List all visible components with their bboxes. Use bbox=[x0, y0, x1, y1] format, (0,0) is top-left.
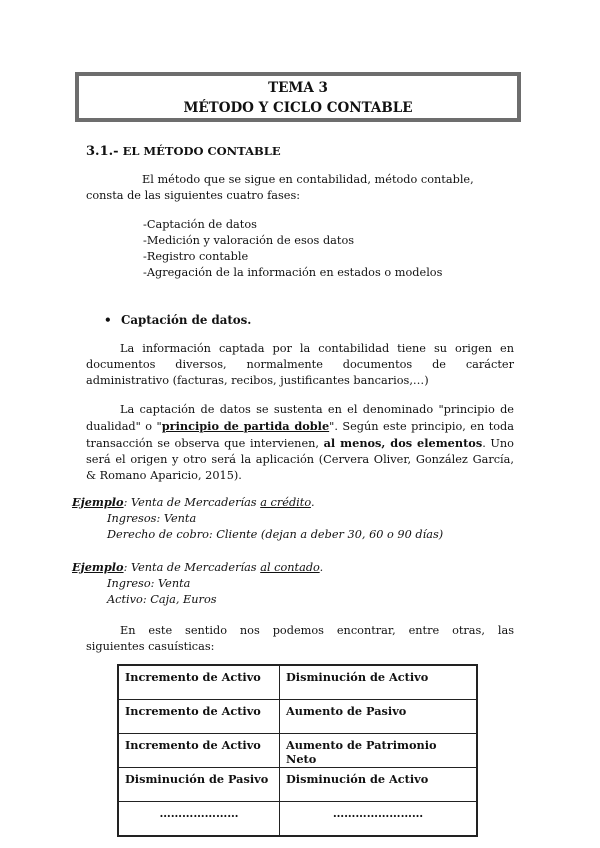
example-cash: al contado bbox=[260, 561, 320, 574]
subsection-title: Captación de datos. bbox=[121, 313, 252, 327]
para2-line-4: será el origen y otro será la aplicación (Cervera Oliver, González García, bbox=[86, 453, 514, 466]
example-2-line: Ingreso: Venta bbox=[107, 577, 191, 590]
example-text: : Venta de Mercaderías bbox=[123, 561, 261, 574]
para1-line-2: documentos diversos, normalmente documentos de carácter bbox=[86, 358, 514, 371]
section-heading bbox=[86, 144, 281, 159]
example-1-line: Derecho de cobro: Cliente (dejan a deber 30, 60 o 90 días) bbox=[107, 528, 444, 541]
para2-text: transacción se observa que intervienen, bbox=[86, 437, 324, 450]
para1-line-3: administrativo (facturas, recibos, justificantes bancarios,…) bbox=[86, 374, 429, 387]
example-2-heading bbox=[72, 560, 323, 574]
para2-text: dualidad" o " bbox=[86, 420, 162, 433]
chapter-number: TEMA 3 bbox=[268, 80, 328, 96]
para2-line-3 bbox=[86, 435, 514, 452]
bullet-icon: • bbox=[104, 313, 112, 327]
phase-item: -Registro contable bbox=[143, 250, 249, 263]
intro-line-2: consta de las siguientes cuatro fases: bbox=[86, 189, 301, 202]
cases-table bbox=[117, 664, 478, 837]
double-entry-principle: principio de partida doble bbox=[161, 419, 330, 433]
phase-item: -Medición y valoración de esos datos bbox=[143, 234, 355, 247]
intro-paragraph bbox=[86, 172, 514, 204]
example-1-heading bbox=[72, 495, 315, 509]
example-text: : Venta de Mercaderías bbox=[123, 496, 261, 509]
para2-text: ". Según este principio, en toda bbox=[329, 420, 514, 433]
table-cell: Aumento de Patrimonio Neto bbox=[280, 734, 478, 768]
table-cell: Incremento de Activo bbox=[118, 700, 280, 734]
table-row bbox=[118, 734, 477, 768]
example-credit: a crédito bbox=[260, 496, 311, 509]
table-cell: Disminución de Pasivo bbox=[118, 768, 280, 802]
table-cell: Incremento de Activo bbox=[118, 665, 280, 700]
example-1-line: Ingresos: Venta bbox=[107, 512, 197, 525]
para3-line-1: En este sentido nos podemos encontrar, entre otras, las bbox=[120, 624, 514, 637]
para3-line-2: siguientes casuísticas: bbox=[86, 640, 215, 653]
table-cell: Incremento de Activo bbox=[118, 734, 280, 768]
table-cell: Disminución de Activo bbox=[280, 768, 478, 802]
table-row bbox=[118, 665, 477, 700]
table-cell: Disminución de Activo bbox=[280, 665, 478, 700]
para2-line-1: La captación de datos se sustenta en el denominado "principio de bbox=[120, 403, 514, 416]
table-row bbox=[118, 700, 477, 734]
section-number: 3.1.- bbox=[86, 144, 119, 159]
at-least-two-elements: al menos, dos elementos bbox=[323, 436, 483, 450]
paragraph-origin bbox=[86, 341, 514, 389]
table-cell: ………………… bbox=[118, 802, 280, 837]
example-text: . bbox=[310, 496, 315, 509]
example-label: Ejemplo bbox=[72, 560, 124, 574]
phase-item: -Agregación de la información en estados o modelos bbox=[143, 266, 443, 279]
para2-text: . Uno bbox=[482, 437, 514, 450]
paragraph-cases bbox=[86, 623, 514, 655]
para2-line-2 bbox=[86, 418, 514, 435]
chapter-title: MÉTODO Y CICLO CONTABLE bbox=[183, 100, 413, 116]
para1-line-1: La información captada por la contabilidad tiene su origen en bbox=[120, 342, 514, 355]
intro-line-1: El método que se sigue en contabilidad, método contable, bbox=[142, 173, 474, 186]
example-label: Ejemplo bbox=[72, 495, 124, 509]
section-title: EL MÉTODO CONTABLE bbox=[122, 144, 281, 158]
table-row bbox=[118, 768, 477, 802]
table-cell: …………………… bbox=[280, 802, 478, 837]
paragraph-dual-principle bbox=[86, 402, 514, 484]
title-box bbox=[75, 72, 521, 122]
example-text: . bbox=[319, 561, 324, 574]
para2-line-5: & Romano Aparicio, 2015). bbox=[86, 469, 242, 482]
phase-item: -Captación de datos bbox=[143, 218, 257, 231]
table-cell: Aumento de Pasivo bbox=[280, 700, 478, 734]
example-2-line: Activo: Caja, Euros bbox=[107, 593, 217, 606]
table-row bbox=[118, 802, 477, 837]
